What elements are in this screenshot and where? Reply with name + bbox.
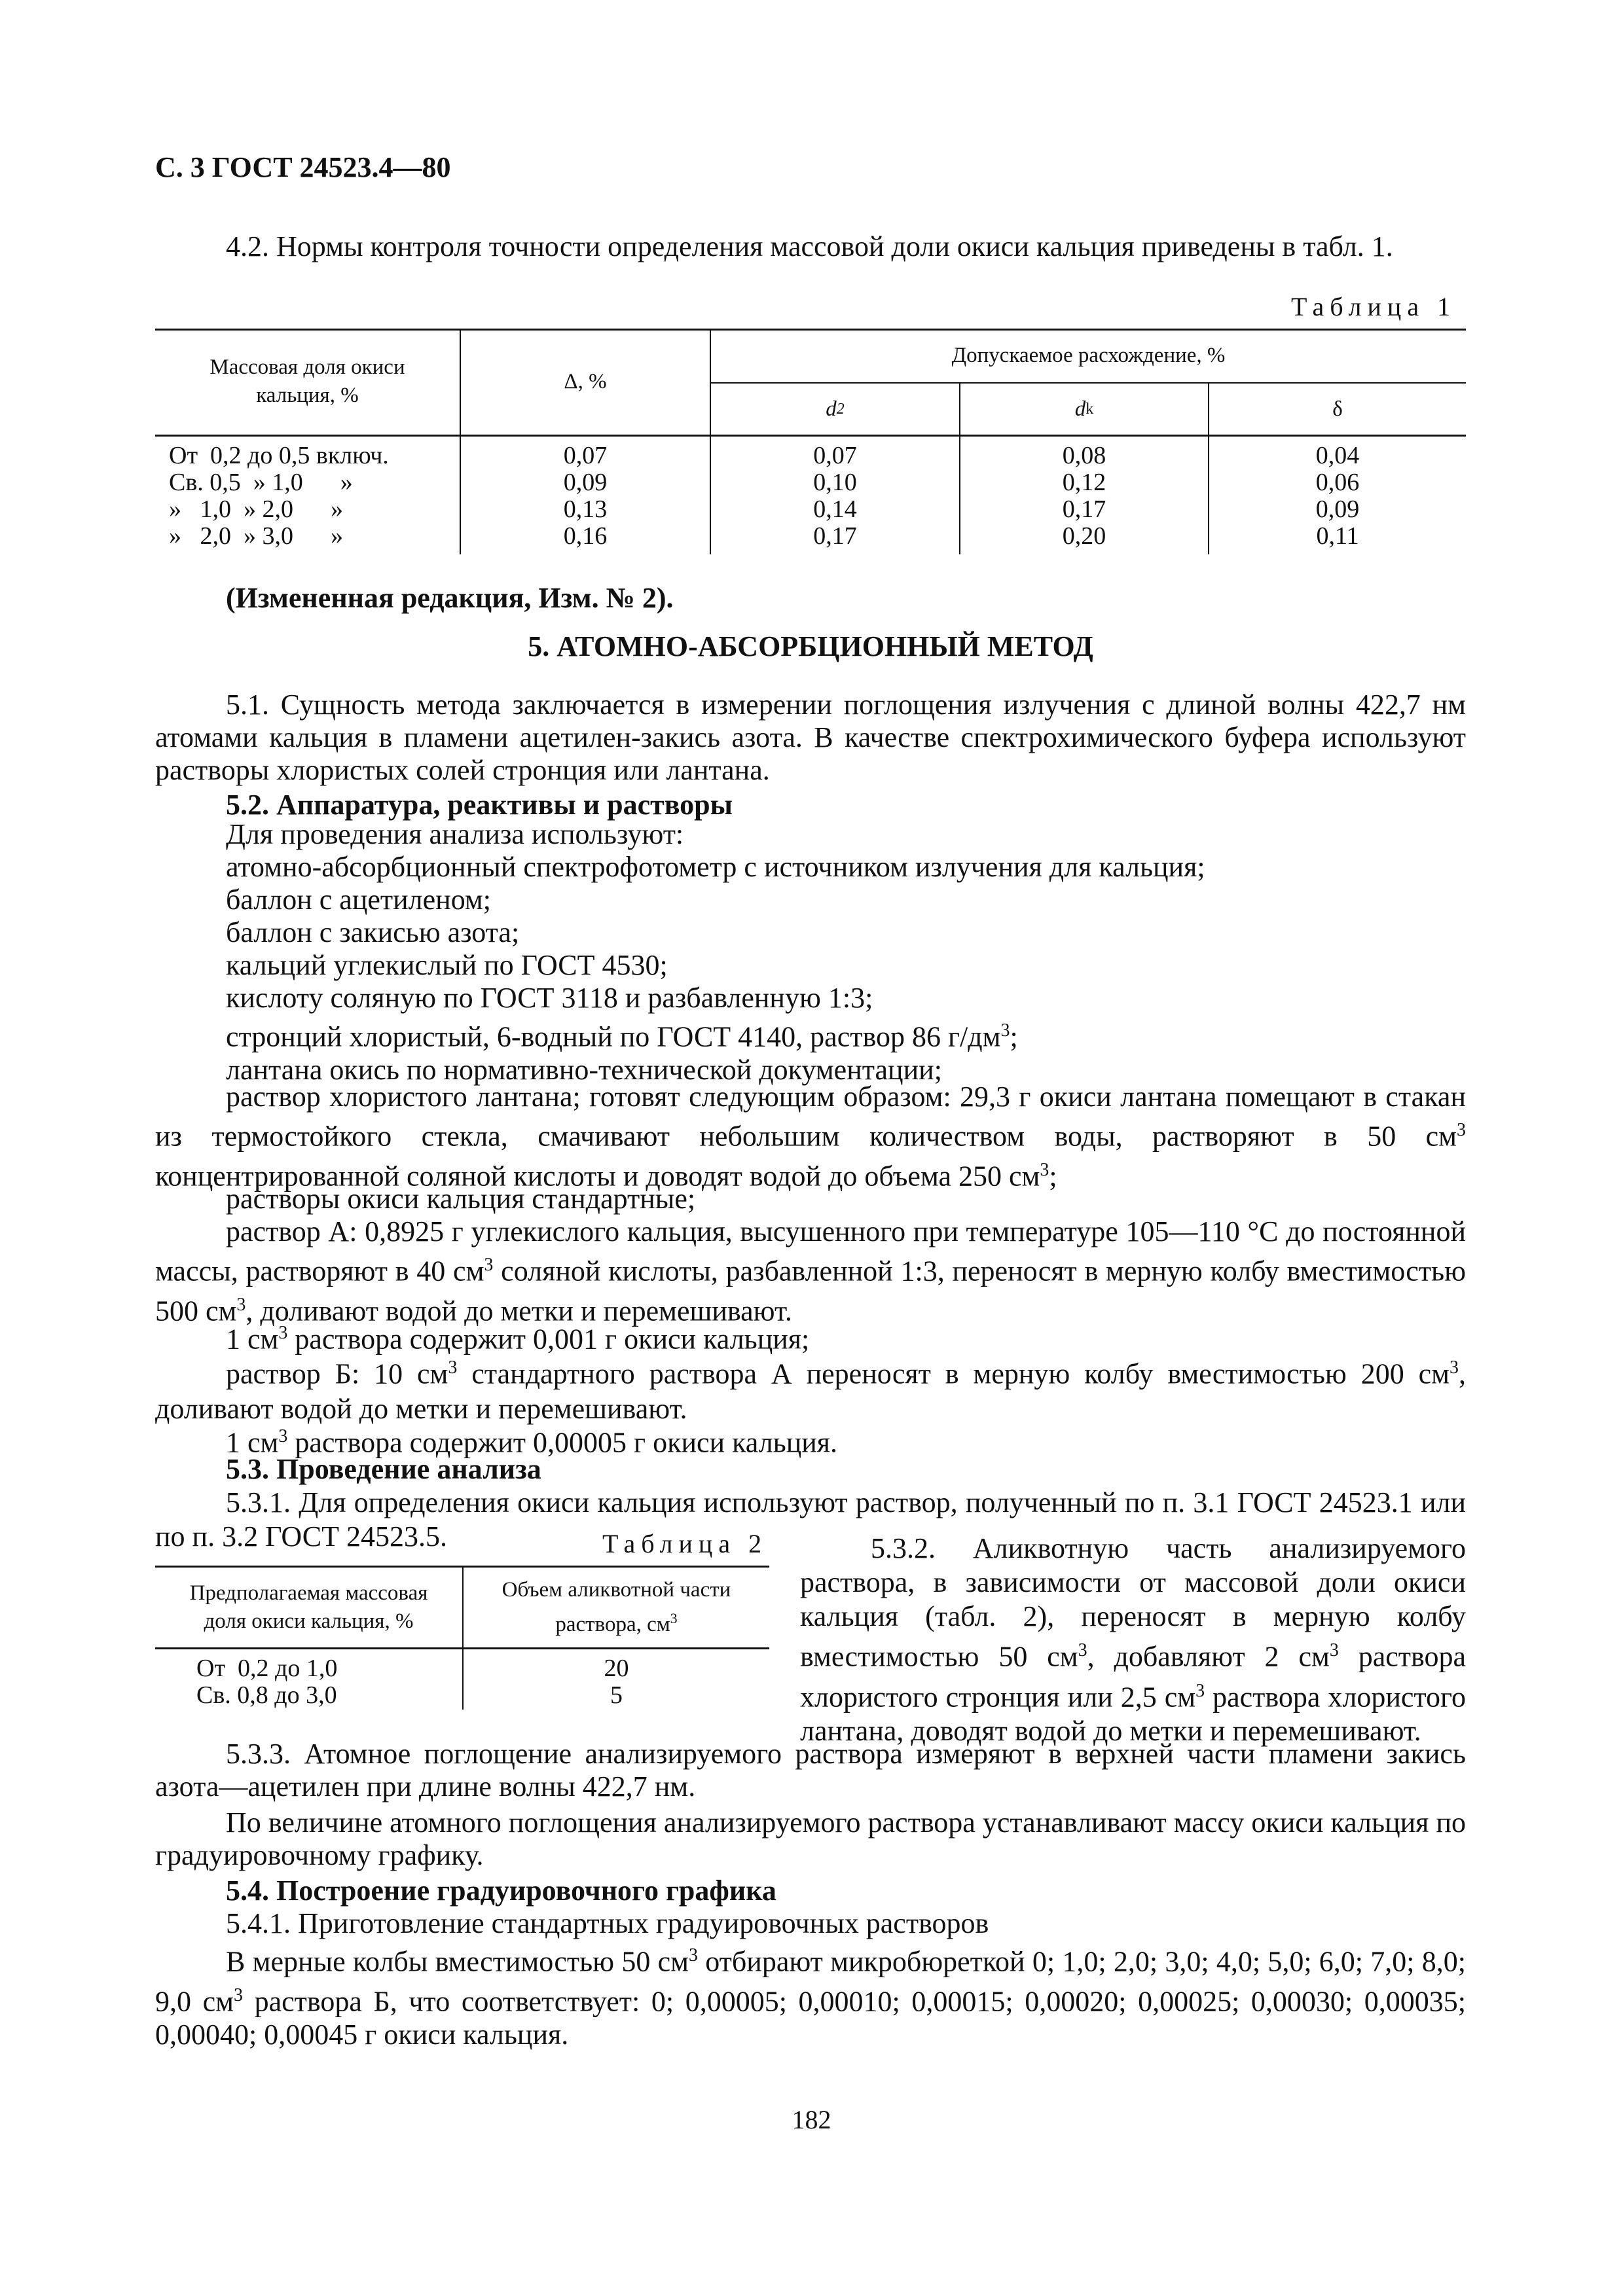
heading-5-4: 5.4. Построение градуировочного графика <box>226 1874 776 1907</box>
list-item: кислоту соляную по ГОСТ 3118 и разбавленную 1:3; <box>226 982 873 1014</box>
text-run: раствор хлористого лантана; готовят следующим образом: 29,3 г окиси лантана помещают в стакан из термостойкого стекла, смачивают небольшим количеством воды, растворяют в 50 см <box>155 1081 1466 1153</box>
superscript: 3 <box>1329 1640 1339 1660</box>
list-item: кальций углекислый по ГОСТ 4530; <box>226 949 668 981</box>
table1-col3-values <box>711 441 959 548</box>
paragraph-5-3-3-b: По величине атомного поглощения анализируемого раствора устанавливают массу окиси кальция по градуировочному графику. <box>155 1806 1466 1871</box>
table1-col4-values <box>960 441 1208 548</box>
text-run: раствор А: 0,8925 г углекислого кальция, высушенного при температуре 105—110 °С до постоянной массы, растворяют в 40 см <box>155 1215 1466 1287</box>
table2-cell: 20 <box>604 1655 629 1682</box>
superscript: 3 <box>236 1294 246 1315</box>
list-item: растворы окиси кальция стандартные; <box>226 1183 696 1215</box>
text-run: В мерные колбы вместимостью 50 см <box>226 1945 689 1978</box>
table1-cell: 0,06 <box>1315 469 1360 496</box>
text-run: , добавляют 2 см <box>1087 1640 1330 1673</box>
superscript: 3 <box>234 1984 243 2005</box>
page-header: С. 3 ГОСТ 24523.4—80 <box>155 151 451 183</box>
text-run: раствора хлористого лантана, доводят водой до метки и перемешивают. <box>800 1681 1466 1748</box>
superscript: 3 <box>448 1357 458 1378</box>
table1-sub2-letter: d <box>1074 397 1086 421</box>
superscript: 3 <box>1078 1640 1087 1660</box>
paragraph-5-3-3: 5.3.3. Атомное поглощение анализируемого раствора измеряют в верхней части пламени закись азота—ацетилен при длине волны 422,7 нм. <box>155 1738 1466 1803</box>
text-run: , доливают водой до метки и перемешивают. <box>155 1357 1466 1425</box>
table1-col1-values <box>169 441 457 548</box>
text-run: концентрированной соляной кислоты и доводят водой до объема 250 см <box>155 1160 1040 1193</box>
table2-col1-header-text: Предполагаемая массовая доля окиси кальция, % <box>189 1581 428 1633</box>
table1-cell: 0,09 <box>563 469 608 496</box>
text-run: ; <box>1010 1020 1018 1053</box>
page-number: 182 <box>792 2105 831 2134</box>
table2-header-rule <box>155 1647 769 1649</box>
paragraph-5-1: 5.1. Сущность метода заключается в измерении поглощения излучения с длиной волны 422,7 нм атомами кальция в пламени ацетилен-закись азота. В качестве спектрохимического буфера используют растворы хлористых солей стронция или лантана. <box>155 689 1466 786</box>
table1-cell: 0,17 <box>813 522 857 550</box>
paragraph-5-3-2 <box>800 1532 1466 1748</box>
table1-col1-header-text: Массовая доля окиси кальция, % <box>210 355 405 407</box>
table2-col1-values <box>196 1654 458 1708</box>
table1-sub2-header <box>960 384 1208 435</box>
text-run: раствора содержит 0,001 г окиси кальция; <box>287 1323 810 1355</box>
table1-col2-header: Δ, % <box>564 369 607 393</box>
table1-cell: 0,12 <box>1062 469 1106 496</box>
paragraph-5-4-1-b <box>155 1939 1466 2051</box>
superscript: 3 <box>670 1610 678 1626</box>
equipment-list <box>226 818 1466 1086</box>
paragraph-5-3-1: 5.3.1. Для определения окиси кальция используют раствор, полученный по п. 3.1 ГОСТ 24523.1 или по п. 3.2 ГОСТ 24523.5. <box>155 1486 1466 1552</box>
table1-cell: Св. 0,5 » 1,0 » <box>169 469 353 496</box>
paragraph-lanthanum <box>155 1080 1466 1193</box>
text-run: ; <box>1049 1160 1057 1193</box>
table1-sub2-index: k <box>1085 400 1094 418</box>
table1-sub3-header: δ <box>1332 397 1343 421</box>
table1-cell: 0,20 <box>1062 522 1106 550</box>
table1-cell: » 1,0 » 2,0 » <box>169 495 343 523</box>
text-run: раствора хлористого стронция или 2,5 см <box>800 1640 1466 1713</box>
table1-cell: 0,16 <box>563 522 608 550</box>
superscript: 3 <box>1195 1680 1205 1701</box>
table1-sub1-index: 2 <box>836 400 845 418</box>
table2-col2-header-text: Объем аликвотной части раствора, см <box>501 1578 731 1636</box>
table1-cell: » 2,0 » 3,0 » <box>169 522 343 550</box>
text-run: 5.3.2. Аликвотную часть анализируемого раствора, в зависимости от массовой доли окиси кальция (табл. 2), переносят в мерную колбу вместимостью 50 см <box>800 1532 1466 1673</box>
superscript: 3 <box>484 1255 494 1275</box>
heading-5-3: 5.3. Проведение анализа <box>226 1453 541 1485</box>
table1-col5-values <box>1209 441 1466 548</box>
table1-col1-header <box>155 329 460 435</box>
table1-cell: 0,14 <box>813 495 857 523</box>
table2-cell: 5 <box>610 1681 623 1709</box>
table1-sub1-header <box>711 384 959 435</box>
table1-cell: 0,07 <box>813 442 857 469</box>
table1-header-rule <box>155 435 1466 437</box>
list-item: баллон с ацетиленом; <box>226 884 491 916</box>
superscript: 3 <box>1450 1357 1459 1378</box>
paragraph-5-4-1: 5.4.1. Приготовление стандартных градуировочных растворов <box>226 1907 989 1939</box>
list-item: Для проведения анализа используют: <box>226 818 684 850</box>
amendment-note: (Измененная редакция, Изм. № 2). <box>226 582 674 614</box>
table1-cell: 0,13 <box>563 495 608 523</box>
text-run: соляной кислоты, разбавленной 1:3, переносят в мерную колбу вместимостью 500 см <box>155 1255 1466 1327</box>
table2-cell: Св. 0,8 до 3,0 <box>196 1681 337 1709</box>
table1-cell: 0,10 <box>813 469 857 496</box>
superscript: 3 <box>1000 1020 1010 1041</box>
table2-caption: Таблица 2 <box>602 1529 768 1558</box>
list-item: атомно-абсорбционный спектрофотометр с источником излучения для кальция; <box>226 851 1205 883</box>
list-item: баллон с закисью азота; <box>226 916 520 948</box>
table2-col2-values <box>464 1654 769 1708</box>
paragraph-4-2: 4.2. Нормы контроля точности определения массовой доли окиси кальция приведены в табл. 1. <box>226 230 1393 262</box>
table1-cell: 0,11 <box>1316 522 1359 550</box>
table1-group-header: Допускаемое расхождение, % <box>951 343 1226 367</box>
table1-cell: От 0,2 до 0,5 включ. <box>169 442 389 469</box>
superscript: 3 <box>278 1323 288 1343</box>
text-run: 1 см <box>226 1426 279 1459</box>
table1-cell: 0,04 <box>1315 442 1360 469</box>
heading-5-2: 5.2. Аппаратура, реактивы и растворы <box>226 789 733 821</box>
paragraph-solution-a <box>155 1215 1466 1327</box>
table1-cell: 0,08 <box>1062 442 1106 469</box>
text-run: 1 см <box>226 1323 279 1355</box>
superscript: 3 <box>1040 1159 1049 1180</box>
table2-cell: От 0,2 до 1,0 <box>196 1655 338 1682</box>
text-run: стандартного раствора А переносят в мерную колбу вместимостью 200 см <box>457 1357 1450 1390</box>
text-run: стронций хлористый, 6-водный по ГОСТ 4140, раствор 86 г/дм <box>226 1020 1001 1053</box>
superscript: 3 <box>278 1426 288 1446</box>
table1-cell: 0,07 <box>563 442 608 469</box>
table1-caption: Таблица 1 <box>1291 292 1457 321</box>
text-run: раствора Б, что соответствует: 0; 0,00005; 0,00010; 0,00015; 0,00020; 0,00025; 0,00030; 0,00035; 0,00040; 0,00045 г окиси кальция. <box>155 1985 1466 2051</box>
table1-col2-values <box>461 441 710 548</box>
text-run: раствора содержит 0,00005 г окиси кальция. <box>287 1426 838 1459</box>
text-run: отбирают микробюреткой 0; 1,0; 2,0; 3,0; 4,0; 5,0; 6,0; 7,0; 8,0; 9,0 см <box>155 1945 1467 2018</box>
text-run: раствор Б: 10 см <box>226 1357 448 1390</box>
list-item <box>226 1014 1466 1054</box>
table2-col2-header <box>464 1568 769 1647</box>
table1-sub1-letter: d <box>826 397 837 421</box>
text-run: , доливают водой до метки и перемешивают. <box>246 1295 792 1327</box>
table1-cell: 0,09 <box>1315 495 1360 523</box>
section-5-title: 5. АТОМНО-АБСОРБЦИОННЫЙ МЕТОД <box>528 630 1093 662</box>
paragraph-solution-b <box>155 1350 1466 1426</box>
superscript: 3 <box>1457 1120 1466 1140</box>
table2-col1-header <box>155 1568 462 1647</box>
superscript: 3 <box>688 1945 698 1965</box>
list-item: лантана окись по нормативно-технической документации; <box>226 1053 942 1086</box>
table1-cell: 0,17 <box>1062 495 1106 523</box>
